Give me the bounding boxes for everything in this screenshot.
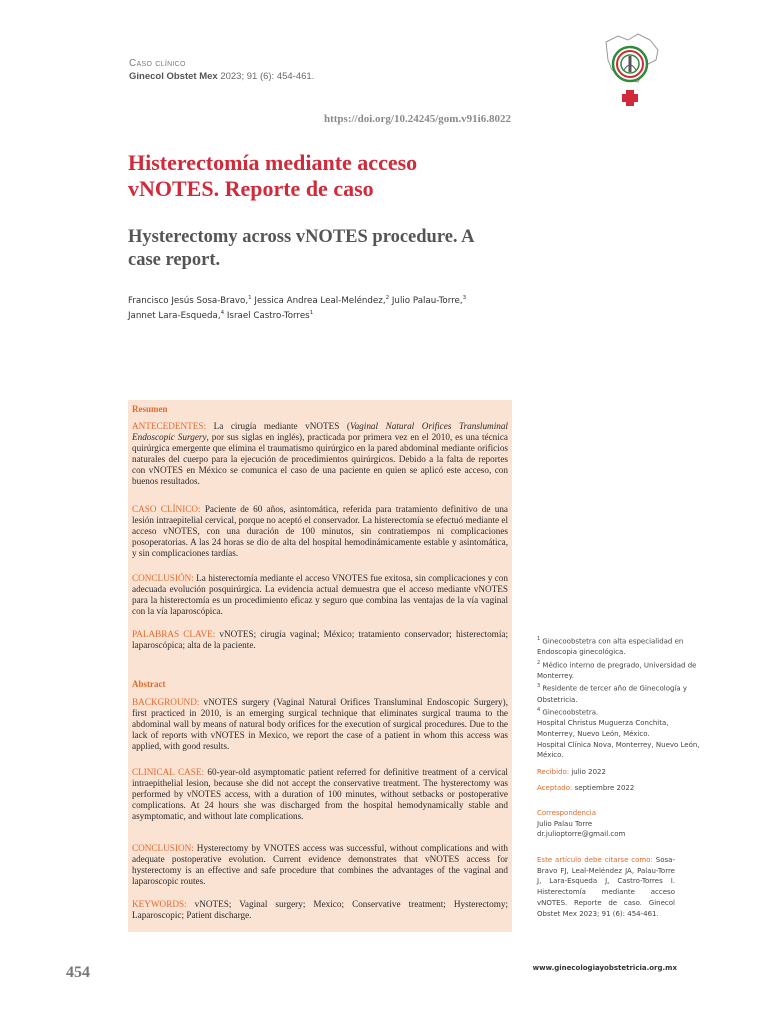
abstract-clinical-case: CLINICAL CASE: 60-year-old asymptomatic patient referred for definitive treatment of a cervical intraepithelial lesion, because she did not accept the conservative treatment. The hysterectomy was performed by vNOTES access, with a duration of 100 minutes, without setbacks or postoperative complications. At 24 hours she was discharged from the hospital hemodynamically stable and asymptomatic, and without late complications. xyxy=(132,767,508,822)
author-affiliation-mark: 2 xyxy=(385,295,390,301)
keyword-label: ANTECEDENTES: xyxy=(132,421,207,431)
resumen-heading: Resumen xyxy=(132,404,168,414)
abstract-box xyxy=(128,400,512,932)
abstract-keywords: KEYWORDS: vNOTES; Vaginal surgery; Mexico; Conservative treatment; Hysterectomy; Laparoscopic; Patient discharge. xyxy=(132,899,508,921)
affiliation-item: $^1$ Ginecoobstetra con alta especialidad en Endoscopia ginecológica. xyxy=(537,636,684,657)
correspondence xyxy=(537,808,707,840)
citation-volume: 2023; 91 (6): 454-461. xyxy=(217,71,315,82)
journal-name: Ginecol Obstet Mex xyxy=(129,71,218,82)
author-affiliation-mark: 1 xyxy=(248,295,252,301)
author-name: Julio Palau-Torre, xyxy=(389,295,463,306)
author-list xyxy=(128,292,528,322)
author-affiliation-mark: 1 xyxy=(309,309,314,316)
article-title-es: Histerectomía mediante acceso vNOTES. Reporte de caso xyxy=(128,150,418,201)
hospital-item: Hospital Christus Muguerza Conchita, Monterrey, Nuevo León, México. xyxy=(537,719,669,738)
affiliation-item: $^2$ Médico interno de pregrado, Universidad de Monterrey. xyxy=(537,659,697,680)
article-title-en: Hysterectomy across vNOTES procedure. A case report. xyxy=(128,227,474,270)
citation-note: Este artículo debe citarse como: Sosa-Bravo FJ, Leal-Meléndez JA, Palau-Torre J, Lara-Esqueda J, Castro-Torres I. Histerectomía mediante acceso vNOTES. Reporte de caso. Ginecol Obstet Mex 2023; 91 (6): 454-461. xyxy=(537,856,675,918)
journal-citation xyxy=(129,71,314,82)
journal-logo-icon xyxy=(598,30,664,110)
affiliation-item: $^3$ Residente de tercer año de Ginecología y Obstetricia. xyxy=(537,683,688,704)
received-date: Recibido: julio 2022 xyxy=(537,768,606,776)
accepted-date: Aceptado: septiembre 2022 xyxy=(537,784,635,792)
section-label: Caso clínico xyxy=(129,58,186,69)
abstract-background: BACKGROUND: vNOTES surgery (Vaginal Natural Orifices Transluminal Endoscopic Surgery), first practiced in 2010, is an emerging surgical technique that eliminates surgical trauma to the abdominal wall by means of natural body orifices for the execution of surgical procedures. Due to the lack of reports with vNOTES in Mexico, we report the case of a patient in whom this access was applied, with good results. xyxy=(132,697,508,752)
correspondence-label: Correspondencia xyxy=(537,809,597,817)
page-number: 454 xyxy=(66,964,90,981)
keyword-label: CLINICAL CASE: xyxy=(132,767,204,777)
citation-note-label: Este artículo debe citarse como: xyxy=(537,856,653,864)
keyword-label: CONCLUSIÓN: xyxy=(132,573,194,583)
abstract-heading: Abstract xyxy=(132,679,166,689)
resumen-conclusion: CONCLUSIÓN: La histerectomía mediante el acceso VNOTES fue exitosa, sin complicaciones y con adecuada evolución posquirúrgica. La evidencia actual demuestra que el acceso mediante vNOTES para la histerectomía es un procedimiento eficaz y seguro que combina las ventajas de la vía vaginal con la vía laparoscópica. xyxy=(132,573,508,617)
author-affiliation-mark: 3 xyxy=(462,295,467,301)
author-name: Jessica Andrea Leal-Meléndez, xyxy=(251,295,386,306)
doi-link[interactable]: https://doi.org/10.24245/gom.v91i6.8022 xyxy=(323,113,511,125)
author-name: Francisco Jesús Sosa-Bravo, xyxy=(128,295,249,306)
abstract-conclusion: CONCLUSION: Hysterectomy by VNOTES access was successful, without complications and with adequate postoperative evolution. Current evidence demonstrates that vNOTES access for hysterectomy is an effective and safe procedure that combines the advantages of the vaginal and laparoscopic routes. xyxy=(132,843,508,887)
keyword-label: KEYWORDS: xyxy=(132,899,187,909)
author-affiliation-mark: 4 xyxy=(220,309,225,316)
affiliations xyxy=(537,634,707,761)
author-name: Israel Castro-Torres xyxy=(224,310,310,321)
resumen-background: ANTECEDENTES: La cirugía mediante vNOTES (Vaginal Natural Orifices Transluminal Endoscopic Surgery, por sus siglas en inglés), practicada por primera vez en el 2010, es una técnica quirúrgica emergente que elimina el traumatismo quirúrgico en la pared abdominal mediante orificios naturales del cuerpo para la ejecución de procedimientos quirúrgicos. Debido a la falta de reportes con vNOTES en México se comunica el caso de una paciente en quien se aplicó este acceso, con buenos resultados. xyxy=(132,421,508,487)
keyword-label: CASO CLÍNICO: xyxy=(132,504,201,514)
keyword-label: CONCLUSION: xyxy=(132,843,194,853)
author-name: Jannet Lara-Esqueda, xyxy=(128,310,221,321)
journal-website-link[interactable]: www.ginecologiayobstetricia.org.mx xyxy=(532,964,677,972)
correspondence-email[interactable]: dr.julioptorre@gmail.com xyxy=(537,830,626,839)
correspondence-name: Julio Palau Torre xyxy=(537,819,593,828)
resumen-clinical-case: CASO CLÍNICO: Paciente de 60 años, asintomática, referida para tratamiento definitivo de una lesión intraepitelial cervical, porque no aceptó el conservador. La histerectomía se efectuó mediante el acceso vNOTES, con una duración de 100 minutos, sin contratiempos ni complicaciones posoperatorias. A las 24 horas se dio de alta del hospital hemodinámicamente estable y asintomática, y sin complicaciones tardías. xyxy=(132,504,508,559)
keyword-label: PALABRAS CLAVE: xyxy=(132,629,216,639)
affiliation-item: $^4$ Ginecoobstetra. xyxy=(537,707,599,717)
resumen-keywords: PALABRAS CLAVE: vNOTES; cirugía vaginal; México; tratamiento conservador; histerectomía; laparoscópica; alta de la paciente. xyxy=(132,629,508,651)
keyword-label: BACKGROUND: xyxy=(132,697,200,707)
hospital-item: Hospital Clínica Nova, Monterrey, Nuevo León, México. xyxy=(537,740,700,760)
